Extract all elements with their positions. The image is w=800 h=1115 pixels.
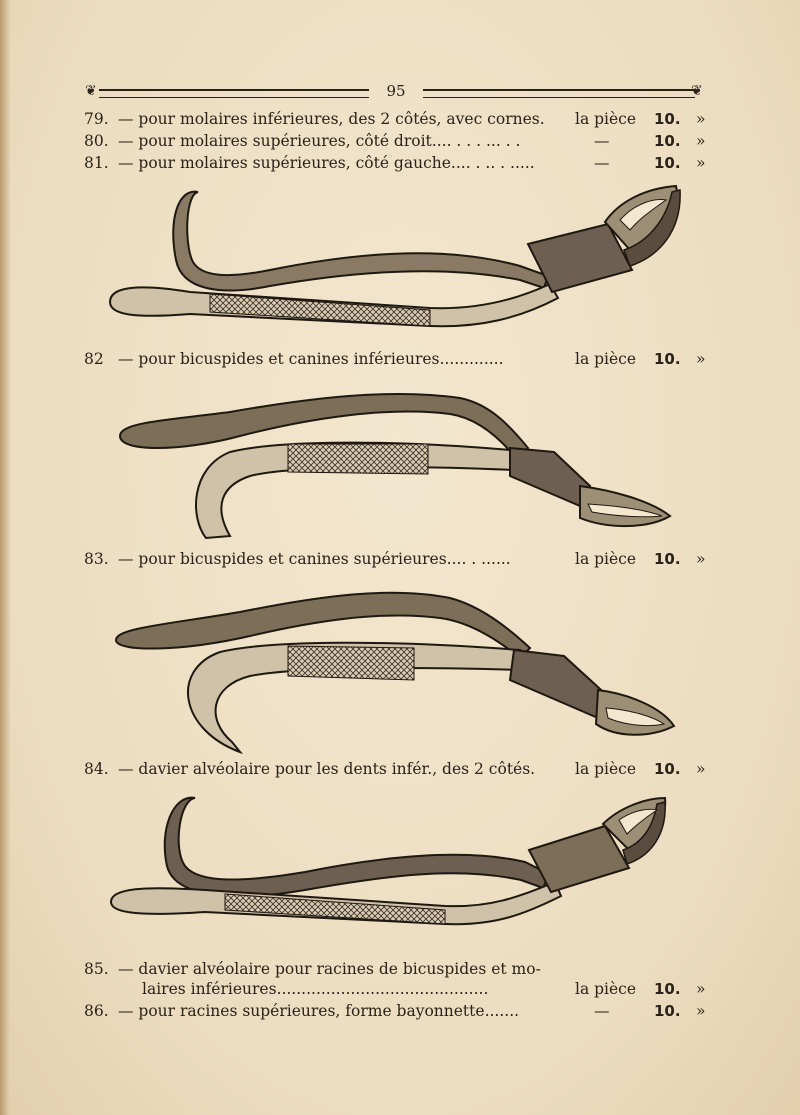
item-unit: —	[594, 132, 610, 150]
catalog-item-85-continued	[84, 980, 714, 1000]
forceps-alveolar-icon	[105, 790, 675, 950]
item-number: 84.	[84, 760, 109, 778]
item-price: 10.	[654, 760, 681, 778]
item-price: 10.	[654, 154, 681, 172]
item-description: — pour bicuspides et canines inférieures.............	[118, 350, 504, 368]
item-number: 82	[84, 350, 104, 368]
item-number: 83.	[84, 550, 109, 568]
catalog-item-85	[84, 960, 714, 980]
item-unit: —	[594, 1002, 610, 1020]
item-suffix: »	[696, 980, 706, 998]
item-price: 10.	[654, 1002, 681, 1020]
item-description: — pour racines supérieures, forme bayonnette.......	[118, 1002, 520, 1020]
item-price: 10.	[654, 132, 681, 150]
page-number: 95	[386, 82, 406, 100]
catalog-item-82	[84, 350, 714, 370]
item-suffix: »	[696, 110, 706, 128]
item-description: — davier alvéolaire pour racines de bicuspides et mo-	[118, 960, 541, 978]
item-number: 86.	[84, 1002, 109, 1020]
item-price: 10.	[654, 110, 681, 128]
item-unit: la pièce	[575, 110, 637, 128]
header-rule-left	[99, 89, 369, 98]
item-suffix: »	[696, 550, 706, 568]
item-price: 10.	[654, 550, 681, 568]
item-number: 79.	[84, 110, 109, 128]
item-unit: la pièce	[575, 550, 637, 568]
item-suffix: »	[696, 350, 706, 368]
item-unit: la pièce	[575, 350, 637, 368]
item-description: — pour molaires supérieures, côté droit.... . . . ... . .	[118, 132, 521, 150]
item-number: 81.	[84, 154, 109, 172]
item-suffix: »	[696, 154, 706, 172]
item-suffix: »	[696, 132, 706, 150]
item-description: — pour molaires inférieures, des 2 côtés, avec cornes.	[118, 110, 545, 128]
item-price: 10.	[654, 980, 681, 998]
page-header	[85, 82, 707, 102]
item-description: — davier alvéolaire pour les dents infér., des 2 côtés.	[118, 760, 536, 778]
catalog-item-83	[84, 550, 714, 570]
item-unit: la pièce	[575, 760, 637, 778]
catalog-item-80	[84, 132, 714, 152]
forceps-lower-bicuspids-icon	[110, 378, 680, 548]
catalog-item-81	[84, 154, 714, 174]
forceps-upper-bicuspids-icon	[110, 580, 680, 760]
forceps-lower-molars-icon	[100, 180, 690, 350]
item-suffix: »	[696, 760, 706, 778]
item-unit: la pièce	[575, 980, 637, 998]
right-ornament-icon: ❦	[691, 83, 703, 99]
item-suffix: »	[696, 1002, 706, 1020]
header-rule-right	[423, 89, 695, 98]
item-number: 80.	[84, 132, 109, 150]
catalog-item-79	[84, 110, 714, 130]
catalog-item-86	[84, 1002, 714, 1022]
item-number: 85.	[84, 960, 109, 978]
catalog-item-84	[84, 760, 714, 780]
page-binding-edge	[0, 0, 10, 1115]
item-price: 10.	[654, 350, 681, 368]
item-description: — pour molaires supérieures, côté gauche.... . .. . .....	[118, 154, 535, 172]
left-ornament-icon: ❦	[85, 83, 97, 99]
item-description: laires inférieures...........................................	[142, 980, 489, 998]
item-unit: —	[594, 154, 610, 172]
item-description: — pour bicuspides et canines supérieures.... . ......	[118, 550, 511, 568]
